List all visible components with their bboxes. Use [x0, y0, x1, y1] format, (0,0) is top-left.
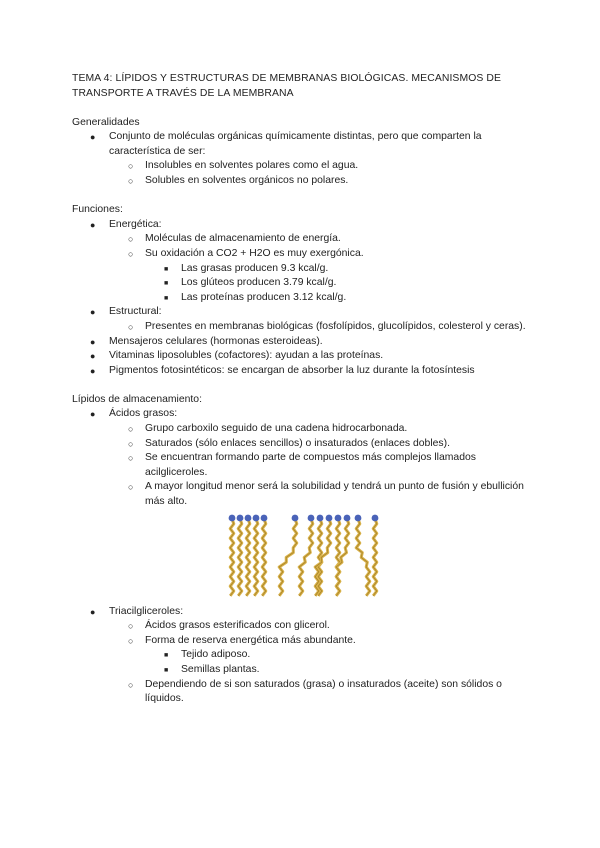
- carboxyl-head: [261, 514, 268, 521]
- fatty-acid-chain: [372, 514, 379, 595]
- list-item: ○ Se encuentran formando parte de compuestos más complejos llamados acilgliceroles.: [128, 452, 476, 478]
- list-item: ■ Los glúteos producen 3.79 kcal/g.: [72, 276, 532, 291]
- list-item: ○ Solubles en solventes orgánicos no polares.: [72, 174, 532, 189]
- fatty-acid-chains-illustration: [225, 513, 405, 599]
- bullet-circle: ○: [128, 635, 134, 646]
- list-item: ■ Semillas plantas.: [72, 663, 532, 678]
- carboxyl-head: [237, 514, 244, 521]
- list-item: ○ A mayor longitud menor será la solubilidad y tendrá un punto de fusión y ebullición más alto.: [128, 481, 524, 508]
- carboxyl-head: [335, 514, 342, 521]
- list-item: ● Energética:: [72, 218, 532, 233]
- list-item: ○ Moléculas de almacenamiento de energía.: [72, 232, 532, 247]
- list-item: ○ Su oxidación a CO2 + H2O es muy exergónica.: [72, 247, 532, 262]
- list-item: ● Ácidos grasos:: [72, 407, 532, 422]
- list-item: ○ Presentes en membranas biológicas (fosfolípidos, glucolípidos, colesterol y ceras).: [72, 320, 532, 335]
- bullet-disc: ●: [90, 409, 96, 420]
- list-item: ○ Saturados (sólo enlaces sencillos) o insaturados (enlaces dobles).: [72, 437, 532, 452]
- list-item: ● Mensajeros celulares (hormonas esteroideas).: [72, 335, 532, 350]
- bullet-disc: ●: [90, 606, 96, 617]
- bullet-circle: ○: [128, 424, 134, 435]
- carboxyl-head: [372, 514, 379, 521]
- bullet-square: ■: [164, 280, 169, 288]
- carboxyl-head: [326, 514, 333, 521]
- list-item: ■ Las grasas producen 9.3 kcal/g.: [72, 262, 532, 277]
- carboxyl-head: [229, 514, 236, 521]
- fatty-acid-chain: [245, 514, 252, 595]
- bullet-disc: ●: [90, 365, 96, 376]
- carboxyl-head: [292, 514, 299, 521]
- list-item: ● Pigmentos fotosintéticos: se encargan de absorber la luz durante la fotosíntesis: [72, 364, 532, 379]
- bullet-disc: ●: [90, 336, 96, 347]
- bullet-square: ■: [164, 652, 169, 660]
- list-item: ● Triacilgliceroles:: [72, 605, 532, 620]
- bullet-circle: ○: [128, 248, 134, 259]
- fatty-acid-figure: [72, 513, 532, 601]
- list-item: ■ Las proteínas producen 3.12 kcal/g.: [72, 291, 532, 306]
- carboxyl-head: [344, 514, 351, 521]
- bullet-circle: ○: [128, 453, 134, 464]
- bullet-square: ■: [164, 265, 169, 273]
- bullet-circle: ○: [128, 321, 134, 332]
- bullet-circle: ○: [128, 621, 134, 632]
- bullet-disc: ●: [90, 351, 96, 362]
- almacenamiento-heading: Lípidos de almacenamiento:: [72, 393, 202, 405]
- fatty-acid-chain: [279, 514, 298, 595]
- bullet-circle: ○: [128, 175, 134, 186]
- fatty-acid-chain: [229, 514, 236, 595]
- list-item: ○ Ácidos grasos esterificados con glicerol.: [72, 619, 532, 634]
- carboxyl-head: [355, 514, 362, 521]
- fatty-acid-chain: [299, 514, 314, 595]
- bullet-disc: ●: [90, 132, 96, 143]
- fatty-acid-chain: [355, 514, 370, 595]
- bullet-disc: ●: [90, 307, 96, 318]
- fatty-acid-chain: [253, 514, 260, 595]
- list-item: ○ Dependiendo de si son saturados (grasa) o insaturados (aceite) son sólidos o líquidos.: [128, 678, 502, 705]
- carboxyl-head: [317, 514, 324, 521]
- list-item: ● Estructural:: [72, 305, 532, 320]
- bullet-circle: ○: [128, 234, 134, 245]
- bullet-circle: ○: [128, 438, 134, 449]
- fatty-acid-chain: [261, 514, 268, 595]
- carboxyl-head: [245, 514, 252, 521]
- bullet-square: ■: [164, 294, 169, 302]
- bullet-circle: ○: [128, 482, 134, 493]
- list-item: ● Conjunto de moléculas orgánicas químicamente distintas, pero que comparten la característica de ser:: [90, 131, 482, 157]
- document-title: TEMA 4: LÍPIDOS Y ESTRUCTURAS DE MEMBRANAS BIOLÓGICAS. MECANISMOS DE TRANSPORTE A TRAVÉS DE LA MEMBRANA: [72, 73, 502, 99]
- carboxyl-head: [253, 514, 260, 521]
- document-page: [72, 71, 532, 707]
- list-item: ○ Insolubles en solventes polares como el agua.: [72, 159, 532, 174]
- bullet-disc: ●: [90, 219, 96, 230]
- fatty-acid-chain: [237, 514, 244, 595]
- bullet-circle: ○: [128, 161, 134, 172]
- list-item: ○ Grupo carboxilo seguido de una cadena hidrocarbonada.: [72, 422, 532, 437]
- generalidades-heading: Generalidades: [72, 116, 140, 128]
- funciones-heading: Funciones:: [72, 204, 123, 216]
- list-item: ● Vitaminas liposolubles (cofactores): ayudan a las proteínas.: [72, 349, 532, 364]
- bullet-square: ■: [164, 667, 169, 674]
- bullet-circle: ○: [128, 679, 134, 690]
- list-item: ○ Forma de reserva energética más abundante.: [72, 634, 532, 649]
- carboxyl-head: [308, 514, 315, 521]
- list-item: ■ Tejido adiposo.: [72, 648, 532, 663]
